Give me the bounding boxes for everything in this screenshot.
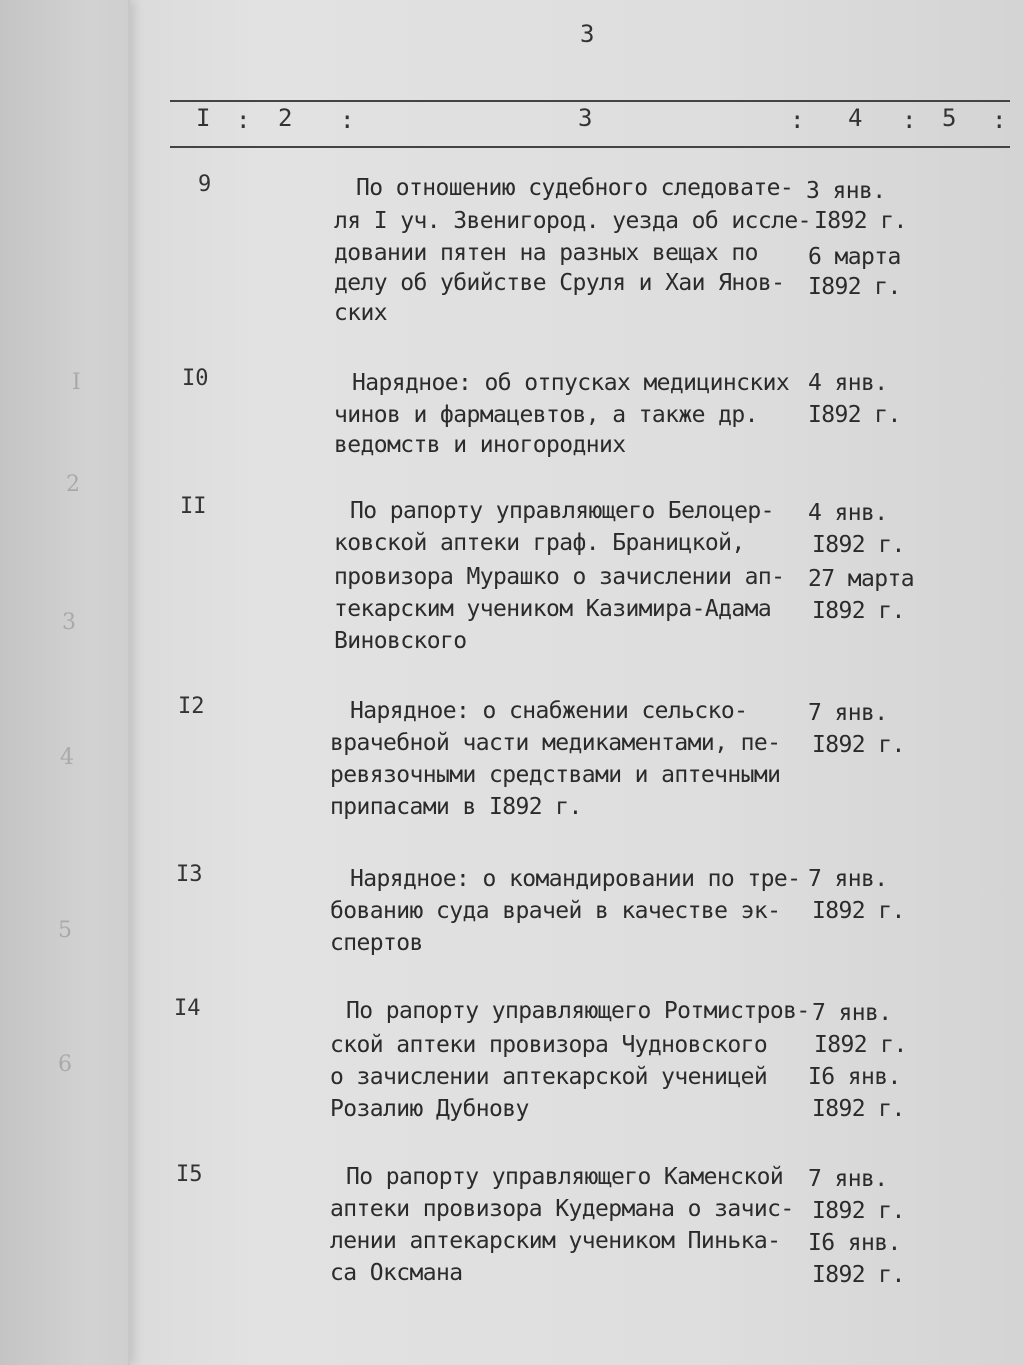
- entry-text-line: ских: [334, 300, 387, 326]
- entry-text-line: ведомств и иногородних: [334, 432, 626, 458]
- entry-number: I2: [178, 694, 205, 719]
- entry-text-line: Нарядное: о командировании по тре-: [350, 866, 801, 892]
- entry-date: 7 янв.: [808, 1166, 888, 1192]
- header-top-rule: [170, 100, 1010, 102]
- bleed-through-mark: 4: [60, 745, 74, 770]
- entry-date: I892 г.: [814, 208, 907, 234]
- entry-text-line: аптеки провизора Кудермана о зачис-: [330, 1196, 794, 1222]
- entry-date: I892 г.: [812, 732, 905, 758]
- entry-date: I892 г.: [812, 898, 905, 924]
- entry-date: 27 марта: [808, 566, 914, 592]
- entry-date: I892 г.: [814, 1032, 907, 1058]
- page-number: 3: [580, 20, 595, 48]
- header-separator: :: [790, 106, 805, 134]
- entry-text-line: провизора Мурашко о зачислении ап-: [334, 564, 785, 590]
- header-col-3: 3: [578, 104, 593, 132]
- entry-text-line: ревязочными средствами и аптечными: [330, 762, 781, 788]
- entry-text-line: спертов: [330, 930, 423, 956]
- header-col-4: 4: [848, 104, 863, 132]
- entry-date: I892 г.: [808, 274, 901, 300]
- entry-text-line: По отношению судебного следовате-: [356, 175, 794, 201]
- entry-date: I892 г.: [812, 1262, 905, 1288]
- entry-text-line: делу об убийстве Сруля и Хаи Янов-: [334, 270, 785, 296]
- header-col-2: 2: [278, 104, 293, 132]
- entry-date: 4 янв.: [808, 370, 888, 396]
- entry-text-line: Нарядное: о снабжении сельско-: [350, 698, 748, 724]
- entry-text-line: бованию суда врачей в качестве эк-: [330, 898, 781, 924]
- entry-text-line: лении аптекарским учеником Пинька-: [330, 1228, 781, 1254]
- previous-page-edge: [0, 0, 130, 1365]
- entry-number: I5: [176, 1162, 203, 1187]
- entry-date: I6 янв.: [808, 1230, 901, 1256]
- entry-text-line: припасами в I892 г.: [330, 794, 582, 820]
- entry-date: I892 г.: [812, 1096, 905, 1122]
- bleed-through-mark: 5: [58, 918, 72, 943]
- entry-date: 4 янв.: [808, 500, 888, 526]
- entry-number: 9: [198, 172, 212, 197]
- bleed-through-mark: 2: [66, 472, 80, 497]
- entry-number: I0: [182, 366, 209, 391]
- header-separator: :: [992, 106, 1007, 134]
- header-col-5: 5: [942, 104, 957, 132]
- entry-text-line: По рапорту управляющего Ротмистров-: [346, 998, 810, 1024]
- entry-date: I892 г.: [812, 532, 905, 558]
- entry-date: I892 г.: [812, 598, 905, 624]
- entry-number: I3: [176, 862, 203, 887]
- header-separator: :: [236, 106, 251, 134]
- entry-text-line: текарским учеником Казимира-Адама: [334, 596, 772, 622]
- entry-text-line: Нарядное: об отпусках медицинских: [352, 370, 790, 396]
- bleed-through-mark: I: [72, 370, 81, 395]
- bleed-through-mark: 6: [58, 1052, 72, 1077]
- entry-text-line: о зачислении аптекарской ученицей: [330, 1064, 768, 1090]
- entry-date: 7 янв.: [808, 700, 888, 726]
- bleed-through-mark: 3: [62, 610, 76, 635]
- entry-text-line: са Оксмана: [330, 1260, 463, 1286]
- entry-date: I892 г.: [808, 402, 901, 428]
- entry-date: I892 г.: [812, 1198, 905, 1224]
- entry-date: 3 янв.: [806, 178, 886, 204]
- entry-text-line: ковской аптеки граф. Браницкой,: [334, 530, 745, 556]
- entry-text-line: Розалию Дубнову: [330, 1096, 529, 1122]
- entry-date: 7 янв.: [808, 866, 888, 892]
- entry-text-line: Виновского: [334, 628, 467, 654]
- entry-text-line: ля I уч. Звенигород. уезда об иссле-: [334, 208, 811, 234]
- entry-text-line: чинов и фармацевтов, а также др.: [334, 402, 758, 428]
- entry-text-line: По рапорту управляющего Белоцер-: [350, 498, 774, 524]
- header-col-1: I: [196, 104, 211, 132]
- entry-date: 7 янв.: [812, 1000, 892, 1026]
- entry-date: I6 янв.: [808, 1064, 901, 1090]
- header-separator: :: [340, 106, 355, 134]
- entry-text-line: ской аптеки провизора Чудновского: [330, 1032, 768, 1058]
- entry-text-line: довании пятен на разных вещах по: [334, 240, 758, 266]
- header-separator: :: [902, 106, 917, 134]
- entry-number: I4: [174, 996, 201, 1021]
- entry-number: II: [180, 494, 207, 519]
- entry-date: 6 марта: [808, 244, 901, 270]
- entry-text-line: По рапорту управляющего Каменской: [346, 1164, 784, 1190]
- entry-text-line: врачебной части медикаментами, пе-: [330, 730, 781, 756]
- header-bottom-rule: [170, 146, 1010, 148]
